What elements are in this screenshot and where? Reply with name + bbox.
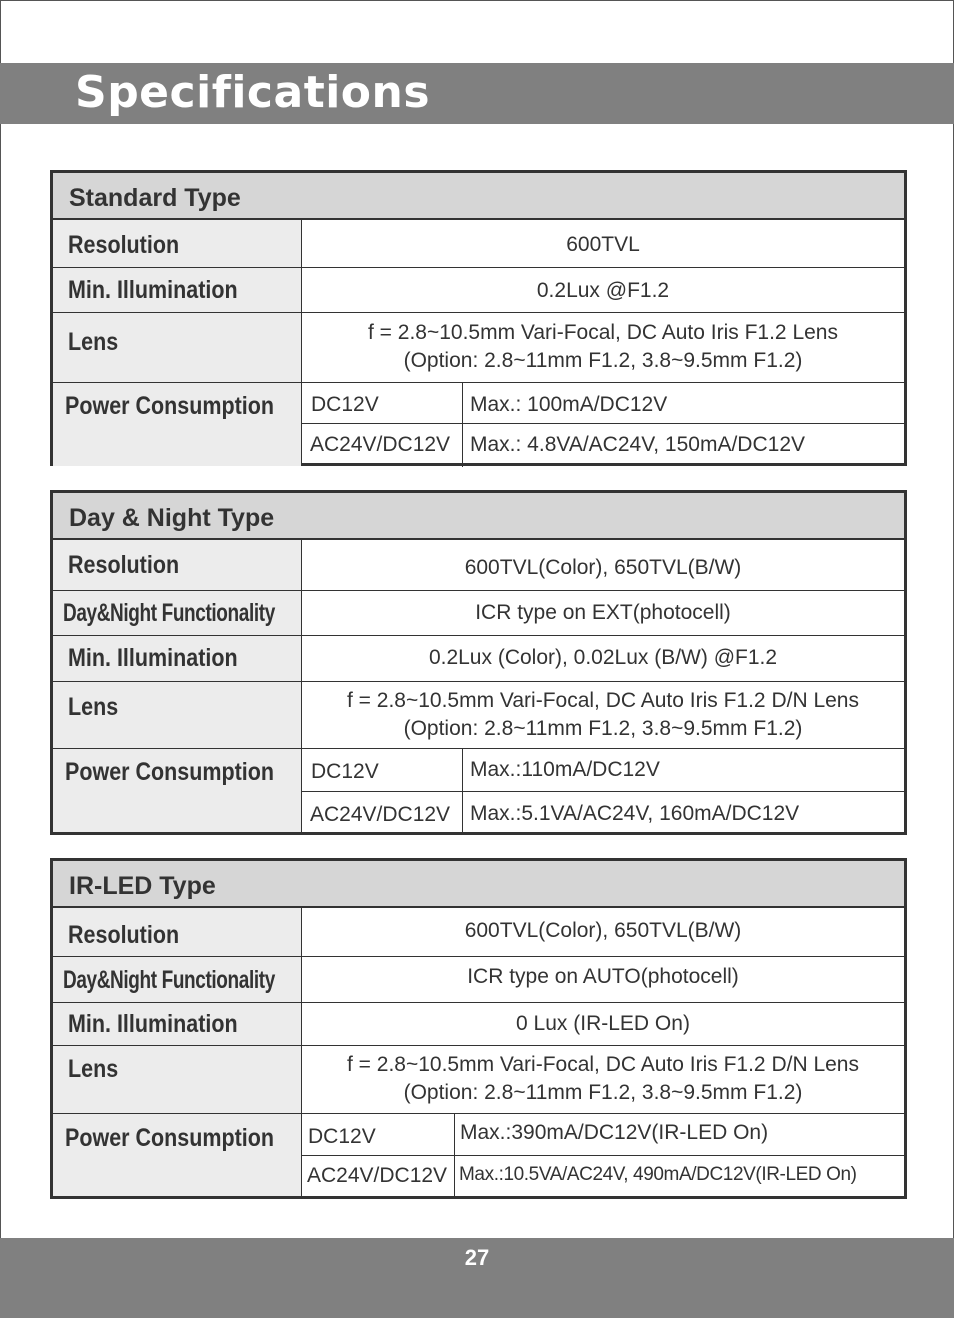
min-illumination-value: 0.2Lux @F1.2 [536, 279, 670, 302]
lens-line-2: (Option: 2.8~11mm F1.2, 3.8~9.5mm F1.2) [403, 717, 803, 740]
resolution-label: Resolution [53, 220, 302, 267]
min-illumination-value: 0 Lux (IR-LED On) [516, 1012, 690, 1035]
min-illumination-label: Min. Illumination [53, 636, 302, 681]
power-consumption-label: Power Consumption [53, 1114, 302, 1196]
lens-value [302, 313, 904, 382]
resolution-label: Resolution [53, 908, 302, 956]
table-row [53, 908, 904, 956]
page-number: 27 [464, 1245, 490, 1270]
power-input-1: DC12V [311, 760, 379, 783]
power-input-2: AC24V/DC12V [307, 1164, 448, 1187]
ir-led-type-title: IR-LED Type [53, 861, 904, 908]
lens-label: Lens [53, 682, 302, 748]
day-night-functionality-value: ICR type on AUTO(photocell) [467, 965, 739, 988]
resolution-value: 600TVL [566, 233, 640, 256]
power-consumption-row [53, 1113, 904, 1196]
power-consumption-label: Power Consumption [53, 383, 302, 466]
power-consumption-row [53, 748, 904, 832]
lens-line-1: f = 2.8~10.5mm Vari-Focal, DC Auto Iris F1.2 D/N Lens [347, 689, 859, 712]
lens-line-1: f = 2.8~10.5mm Vari-Focal, DC Auto Iris F1.2 D/N Lens [347, 1053, 859, 1076]
power-input-2: AC24V/DC12V [310, 803, 451, 826]
power-row-divider [302, 423, 904, 424]
power-value-2: Max.: 4.8VA/AC24V, 150mA/DC12V [470, 433, 806, 456]
lens-value [302, 682, 904, 748]
power-value-1: Max.:390mA/DC12V(IR-LED On) [460, 1121, 769, 1144]
lens-value [302, 1046, 904, 1113]
lens-line-2: (Option: 2.8~11mm F1.2, 3.8~9.5mm F1.2) [403, 1081, 803, 1104]
table-row [53, 635, 904, 681]
resolution-label: Resolution [53, 540, 302, 590]
day-night-functionality-label: Day&Night Functionality [53, 957, 302, 1002]
power-row-divider [302, 791, 904, 792]
ir-led-type-table [50, 858, 907, 1199]
day-night-type-table [50, 490, 907, 835]
power-row-divider [302, 1155, 904, 1156]
lens-line-2: (Option: 2.8~11mm F1.2, 3.8~9.5mm F1.2) [403, 349, 803, 372]
table-row [53, 267, 904, 312]
table-row [53, 540, 904, 590]
power-value-1: Max.:110mA/DC12V [470, 758, 660, 781]
table-row [53, 1002, 904, 1045]
table-row [53, 681, 904, 748]
table-row [53, 956, 904, 1002]
day-night-functionality-value: ICR type on EXT(photocell) [475, 601, 731, 624]
power-input-2: AC24V/DC12V [310, 433, 451, 456]
power-divider [462, 383, 463, 467]
table-row [53, 220, 904, 267]
power-consumption-row [53, 382, 904, 466]
power-value-2: Max.:10.5VA/AC24V, 490mA/DC12V(IR-LED On) [459, 1164, 857, 1185]
min-illumination-label: Min. Illumination [53, 1003, 302, 1045]
power-value-2: Max.:5.1VA/AC24V, 160mA/DC12V [470, 802, 800, 825]
min-illumination-label: Min. Illumination [53, 268, 302, 312]
power-input-1: DC12V [311, 393, 379, 416]
standard-type-table [50, 170, 907, 466]
table-row [53, 1045, 904, 1113]
standard-type-title: Standard Type [53, 173, 904, 220]
lens-label: Lens [53, 313, 302, 382]
table-row [53, 312, 904, 382]
min-illumination-value: 0.2Lux (Color), 0.02Lux (B/W) @F1.2 [428, 646, 778, 669]
resolution-value: 600TVL(Color), 650TVL(B/W) [464, 556, 742, 579]
power-value-1: Max.: 100mA/DC12V [470, 393, 668, 416]
lens-line-1: f = 2.8~10.5mm Vari-Focal, DC Auto Iris F1.2 Lens [368, 321, 838, 344]
day-night-functionality-label: Day&Night Functionality [53, 591, 302, 635]
resolution-value: 600TVL(Color), 650TVL(B/W) [464, 919, 742, 942]
power-input-1: DC12V [308, 1125, 376, 1148]
table-row [53, 590, 904, 635]
lens-label: Lens [53, 1046, 302, 1113]
page-title: Specifications [75, 67, 431, 118]
day-night-type-title: Day & Night Type [53, 493, 904, 540]
power-consumption-label: Power Consumption [53, 749, 302, 832]
